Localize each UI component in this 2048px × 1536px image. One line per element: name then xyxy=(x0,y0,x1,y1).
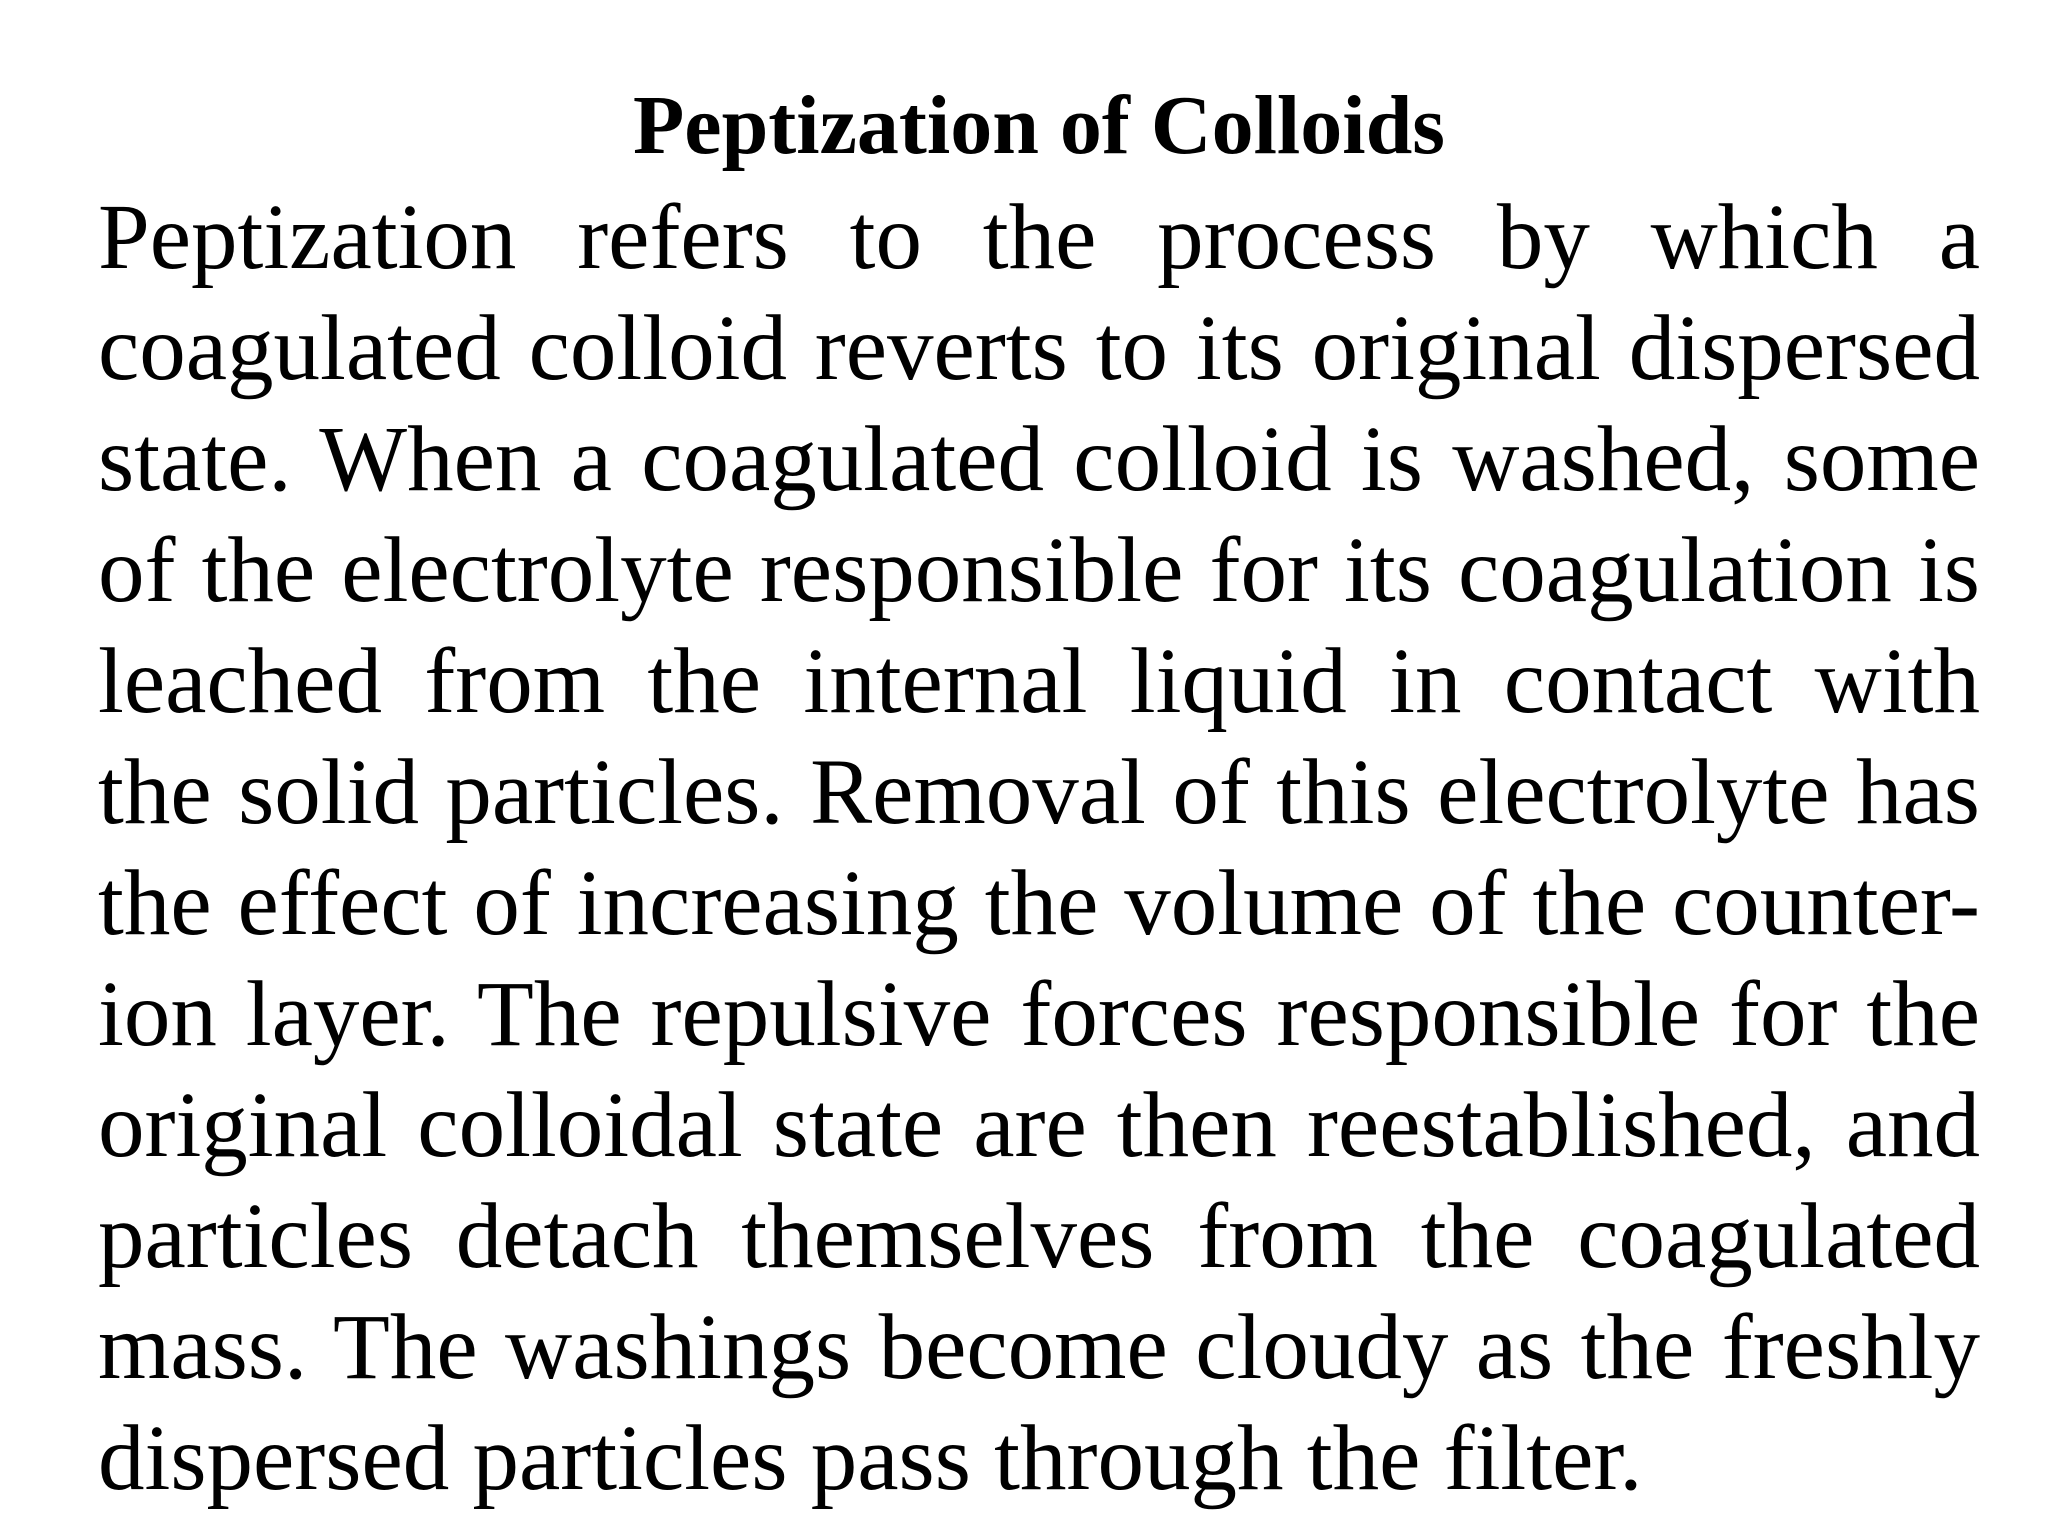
document-page xyxy=(98,78,1980,1518)
page-title: Peptization of Colloids xyxy=(633,79,1445,172)
body-paragraph: Peptization refers to the process by which a coagulated colloid reverts to its original dispersed state. When a coagulated colloid is washed, some of the electrolyte responsible for its coagulation is leached from the internal liquid in contact with the solid particles. Removal of this electrolyte has the effect of increasing the volume of the counter-ion layer. The repulsive forces responsible for the original colloidal state are then reestablished, and particles detach themselves from the coagulated mass. The washings become cloudy as the freshly dispersed particles pass through the filter. xyxy=(98,186,1980,1510)
